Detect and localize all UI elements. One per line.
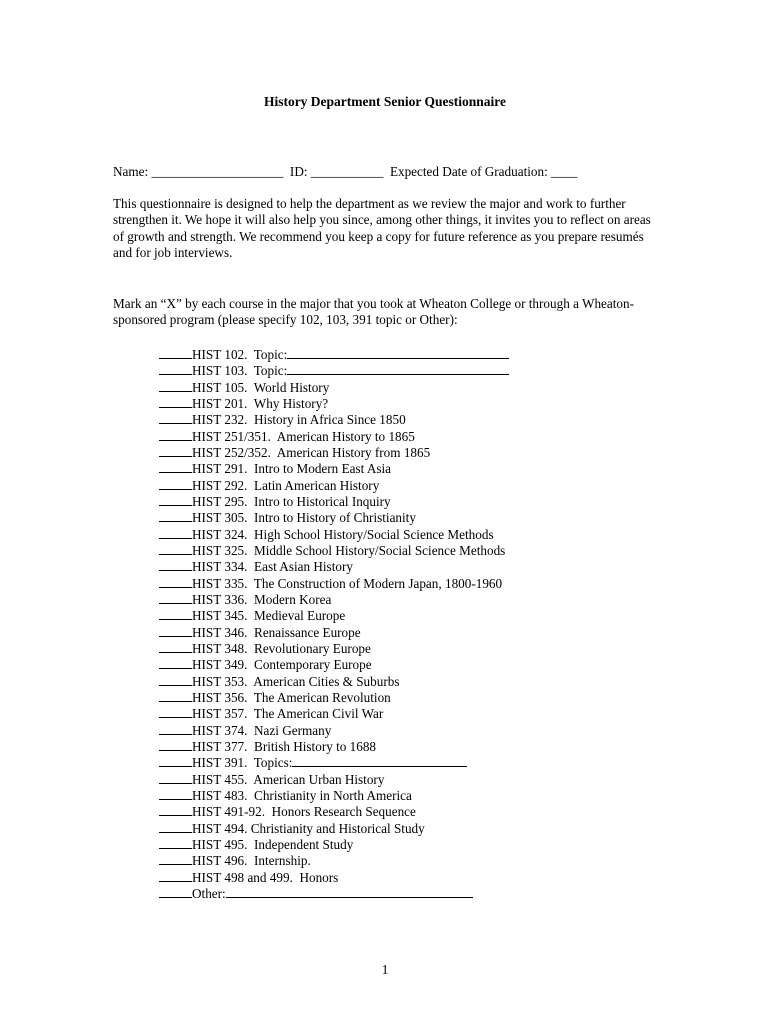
list-item: [159, 738, 509, 754]
id-field[interactable]: ID: ___________: [289, 164, 384, 179]
course-label: HIST 455. American Urban History: [192, 771, 385, 787]
student-info-line: [113, 164, 577, 180]
list-item: [159, 428, 509, 444]
list-item: [159, 722, 509, 738]
page-title: History Department Senior Questionnaire: [263, 94, 507, 109]
list-item: [159, 493, 509, 509]
checkmark-blank[interactable]: [159, 852, 192, 865]
course-label: HIST 498 and 499. Honors: [192, 869, 339, 885]
checkmark-blank[interactable]: [159, 869, 192, 882]
list-item: [159, 624, 509, 640]
list-item: [159, 640, 509, 656]
course-label: HIST 491-92. Honors Research Sequence: [192, 804, 416, 820]
list-item: [159, 689, 509, 705]
course-label: HIST 494. Christianity and Historical Study: [192, 820, 425, 836]
checkmark-blank[interactable]: [159, 493, 192, 506]
list-item: [159, 820, 509, 836]
list-item: [159, 656, 509, 672]
checkmark-blank[interactable]: [159, 754, 192, 767]
list-item: [159, 869, 509, 885]
course-label: HIST 353. American Cities & Suburbs: [192, 673, 400, 689]
course-label: HIST 496. Internship.: [192, 853, 311, 869]
checkmark-blank[interactable]: [159, 640, 192, 653]
list-item: [159, 444, 509, 460]
list-item: [159, 754, 509, 770]
list-item: [159, 803, 509, 819]
checkmark-blank[interactable]: [159, 624, 192, 637]
course-label: HIST 374. Nazi Germany: [192, 722, 332, 738]
list-item: [159, 771, 509, 787]
course-label: HIST 232. History in Africa Since 1850: [192, 412, 406, 428]
checkmark-blank[interactable]: [159, 460, 192, 473]
list-item: [159, 460, 509, 476]
topic-input[interactable]: [287, 362, 509, 375]
checkmark-blank[interactable]: [159, 836, 192, 849]
checkmark-blank[interactable]: [159, 428, 192, 441]
list-item: [159, 411, 509, 427]
list-item: [159, 477, 509, 493]
course-label: HIST 391. Topics:: [192, 755, 293, 771]
intro-paragraph: This questionnaire is designed to help the department as we review the major and work to further strengthen it. We hope it will also help you since, among other things, it invites you to reflect on areas of growth and strength. We recommend you keep a copy for future reference as you prepare resumés and for job interviews.: [113, 196, 651, 261]
list-item: [159, 362, 509, 378]
topics-input[interactable]: [292, 754, 467, 767]
checkmark-blank[interactable]: [159, 509, 192, 522]
checkmark-blank[interactable]: [159, 411, 192, 424]
checkmark-blank[interactable]: [159, 444, 192, 457]
list-item: [159, 591, 509, 607]
checkmark-blank[interactable]: [159, 395, 192, 408]
course-label: HIST 102. Topic:: [192, 347, 288, 362]
list-item: [159, 836, 509, 852]
list-item: [159, 575, 509, 591]
course-label: HIST 105. World History: [192, 379, 330, 395]
checkmark-blank[interactable]: [159, 591, 192, 604]
course-label: HIST 305. Intro to History of Christianity: [192, 510, 416, 526]
course-label: HIST 292. Latin American History: [192, 477, 380, 493]
checkmark-blank[interactable]: [159, 558, 192, 571]
course-label: HIST 345. Medieval Europe: [192, 608, 346, 624]
list-item: [159, 787, 509, 803]
list-item: [159, 885, 509, 901]
checkmark-blank[interactable]: [159, 885, 192, 898]
course-label: HIST 325. Middle School History/Social Science Methods: [192, 542, 506, 558]
course-label: HIST 295. Intro to Historical Inquiry: [192, 493, 391, 509]
course-label: HIST 251/351. American History to 1865: [192, 428, 415, 444]
page-number: 1: [381, 962, 389, 977]
checkmark-blank[interactable]: [159, 346, 192, 359]
list-item: [159, 607, 509, 623]
course-label: HIST 357. The American Civil War: [192, 706, 384, 722]
checkmark-blank[interactable]: [159, 362, 192, 375]
course-label: HIST 103. Topic:: [192, 363, 288, 379]
list-item: [159, 346, 509, 362]
course-label: HIST 334. East Asian History: [192, 559, 353, 575]
checkmark-blank[interactable]: [159, 722, 192, 735]
course-list: [159, 346, 509, 901]
list-item: [159, 705, 509, 721]
course-label: HIST 377. British History to 1688: [192, 738, 377, 754]
course-label: HIST 346. Renaissance Europe: [192, 624, 361, 640]
graduation-date-field[interactable]: Expected Date of Graduation: ____: [389, 164, 578, 179]
course-label: HIST 252/352. American History from 1865: [192, 444, 431, 460]
course-label: HIST 335. The Construction of Modern Japan, 1800-1960: [192, 575, 503, 591]
list-item: [159, 542, 509, 558]
checkmark-blank[interactable]: [159, 542, 192, 555]
course-label: HIST 483. Christianity in North America: [192, 787, 412, 803]
list-item: [159, 509, 509, 525]
course-label: HIST 495. Independent Study: [192, 836, 354, 852]
checkmark-blank[interactable]: [159, 738, 192, 751]
checkmark-blank[interactable]: [159, 526, 192, 539]
checkmark-blank[interactable]: [159, 656, 192, 669]
course-label: HIST 336. Modern Korea: [192, 591, 332, 607]
checkmark-blank[interactable]: [159, 673, 192, 686]
course-label: Other:: [192, 885, 226, 901]
list-item: [159, 395, 509, 411]
course-label: HIST 291. Intro to Modern East Asia: [192, 461, 392, 477]
checkmark-blank[interactable]: [159, 820, 192, 833]
name-field[interactable]: Name: ____________________: [113, 164, 284, 179]
list-item: [159, 673, 509, 689]
list-item: [159, 379, 509, 395]
checkmark-blank[interactable]: [159, 607, 192, 620]
checkmark-blank[interactable]: [159, 705, 192, 718]
list-item: [159, 852, 509, 868]
course-label: HIST 348. Revolutionary Europe: [192, 640, 371, 656]
course-label: HIST 324. High School History/Social Science Methods: [192, 526, 494, 542]
checkmark-blank[interactable]: [159, 477, 192, 490]
instructions-paragraph: Mark an “X” by each course in the major that you took at Wheaton College or through a Wheaton-sponsored program (please specify 102, 103, 391 topic or Other):: [113, 296, 634, 328]
checkmark-blank[interactable]: [159, 803, 192, 816]
checkmark-blank[interactable]: [159, 787, 192, 800]
checkmark-blank[interactable]: [159, 771, 192, 784]
list-item: [159, 526, 509, 542]
course-label: HIST 201. Why History?: [192, 395, 329, 411]
list-item: [159, 558, 509, 574]
topic-input[interactable]: [287, 346, 509, 359]
course-label: HIST 356. The American Revolution: [192, 689, 391, 705]
checkmark-blank[interactable]: [159, 379, 192, 392]
course-label: HIST 349. Contemporary Europe: [192, 657, 372, 673]
checkmark-blank[interactable]: [159, 689, 192, 702]
checkmark-blank[interactable]: [159, 575, 192, 588]
other-input[interactable]: [226, 885, 473, 898]
